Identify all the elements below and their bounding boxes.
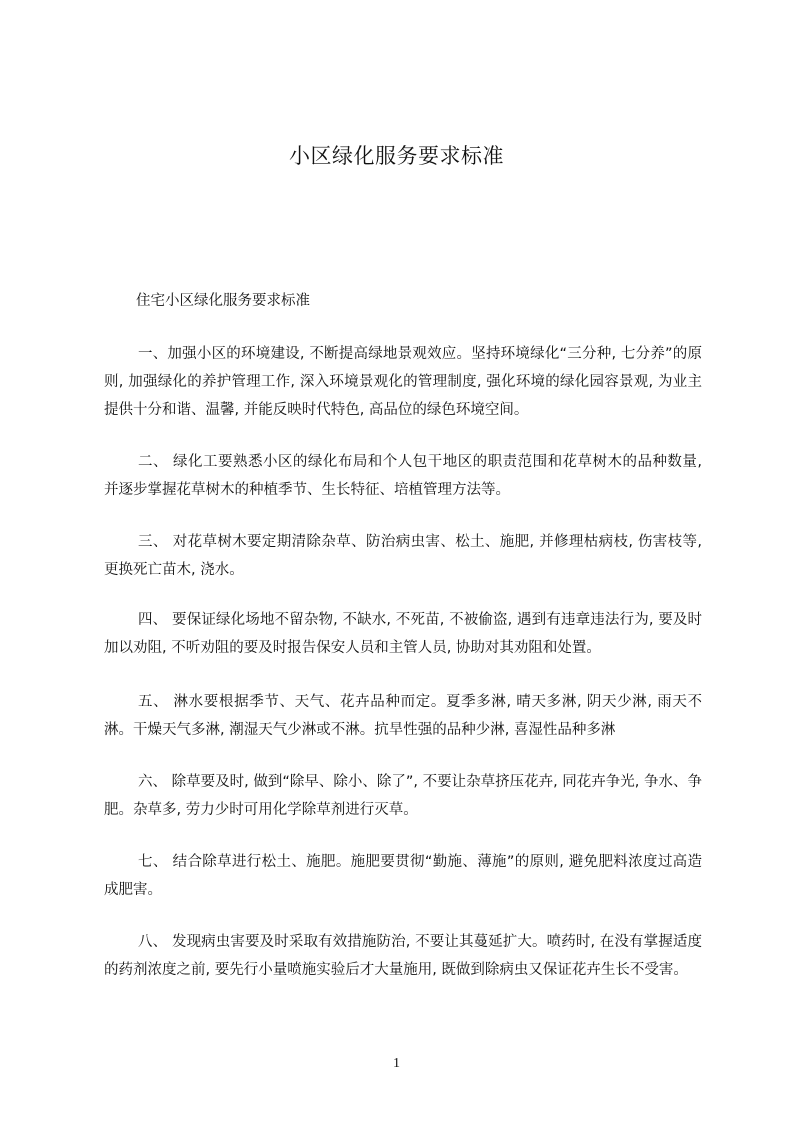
document-subtitle: 住宅小区绿化服务要求标准 [136,293,310,309]
paragraph-6: 六、 除草要及时, 做到“除早、除小、除了”, 不要让杂草挤压花卉, 同花卉争光, 争水、争肥。杂草多, 劳力少时可用化学除草剂进行灭草。 [104,774,703,818]
paragraph-4: 四、 要保证绿化场地不留杂物, 不缺水, 不死苗, 不被偷盗, 遇到有违章违法行为, 要及时加以劝阻, 不听劝阻的要及时报告保安人员和主管人员, 协助对其劝阻和处置。 [104,612,702,656]
paragraph-8: 八、 发现病虫害要及时采取有效措施防治, 不要让其蔓延扩大。喷药时, 在没有掌握适度的药剂浓度之前, 要先行小量喷施实验后才大量施用, 既做到除病虫又保证花卉生长不受害。 [104,934,702,978]
paragraph-7: 七、 结合除草进行松土、施肥。施肥要贯彻“勤施、薄施”的原则, 避免肥料浓度过高造成肥害。 [104,854,702,898]
paragraph-5: 五、 淋水要根据季节、天气、花卉品种而定。夏季多淋, 晴天多淋, 阴天少淋, 雨天不淋。干燥天气多淋, 潮湿天气少淋或不淋。抗旱性强的品种少淋, 喜湿性品种多淋 [104,694,702,738]
paragraph-3: 三、 对花草树木要定期清除杂草、防治病虫害、松土、施肥, 并修理枯病枝, 伤害枝等, 更换死亡苗木, 浇水。 [104,534,702,578]
paragraph-2: 二、 绿化工要熟悉小区的绿化布局和个人包干地区的职责范围和花草树木的品种数量, 并逐步掌握花草树木的种植季节、生长特征、培植管理方法等。 [104,454,702,498]
page-number: 1 [393,1056,400,1071]
paragraph-1: 一、加强小区的环境建设, 不断提高绿地景观效应。坚持环境绿化“三分种, 七分养”的原则, 加强绿化的养护管理工作, 深入环境景观化的管理制度, 强化环境的绿化园容景观, 为业主提供十分和谐、温馨, 并能反映时代特色, 高品位的绿色环境空间。 [104,346,702,418]
document-title: 小区绿化服务要求标准 [289,144,504,168]
